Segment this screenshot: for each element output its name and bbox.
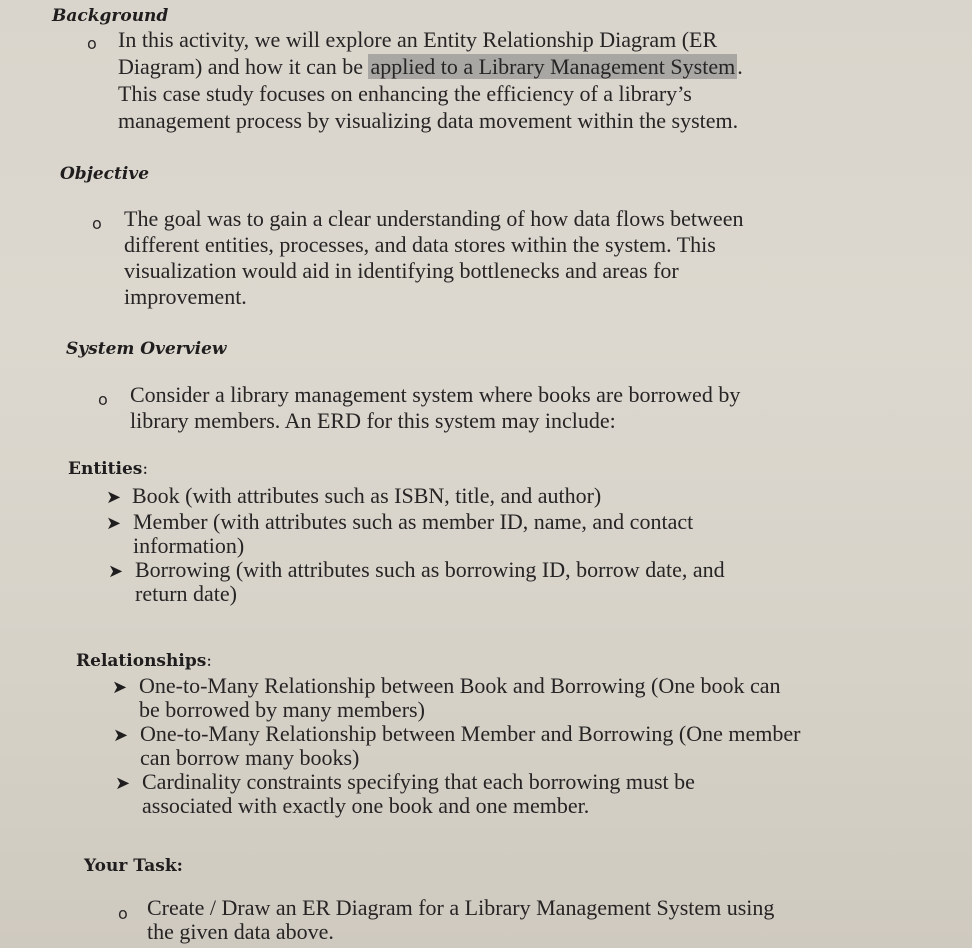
task-line-1: Create / Draw an ER Diagram for a Library Management System using <box>147 895 775 920</box>
background-line-2-end: . <box>737 54 743 79</box>
relationship-line: associated with exactly one book and one member. <box>142 793 590 818</box>
relationships-heading <box>76 651 212 671</box>
entity-line: information) <box>133 533 245 558</box>
arrowhead-bullet-icon: ➤ <box>106 487 122 508</box>
task-line-2: the given data above. <box>147 919 334 944</box>
relationships-heading-text: Relationships <box>76 651 207 671</box>
relationship-item-3 <box>142 770 695 818</box>
overview-line-1: Consider a library management system where books are borrowed by <box>130 382 741 407</box>
entities-heading-text: Entities <box>68 459 143 479</box>
objective-heading: Objective <box>60 164 150 184</box>
arrowhead-bullet-icon: ➤ <box>113 725 129 746</box>
hollow-circle-bullet-icon: o <box>98 390 108 409</box>
entity-item-borrowing <box>135 558 725 606</box>
background-paragraph <box>118 26 743 134</box>
background-heading: Background <box>52 6 169 26</box>
relationship-line: One-to-Many Relationship between Member and Borrowing (One member <box>140 721 801 746</box>
relationship-item-2 <box>140 722 800 770</box>
system-overview-heading: System Overview <box>66 339 227 359</box>
arrowhead-bullet-icon: ➤ <box>115 773 131 794</box>
objective-line-2: different entities, processes, and data stores within the system. This <box>124 232 716 257</box>
arrowhead-bullet-icon: ➤ <box>112 677 128 698</box>
background-line-2 <box>118 53 743 80</box>
highlighted-text: applied to a Library Management System <box>370 54 736 79</box>
objective-line-3: visualization would aid in identifying bottlenecks and areas for <box>124 258 679 283</box>
objective-line-4: improvement. <box>124 284 247 309</box>
relationship-line: be borrowed by many members) <box>139 697 425 722</box>
objective-line-1: The goal was to gain a clear understanding of how data flows between <box>124 206 744 231</box>
relationship-item-1 <box>139 674 781 722</box>
background-line-2-text: Diagram) and how it can be <box>118 54 369 79</box>
entity-line: Member (with attributes such as member ID, name, and contact <box>133 509 694 534</box>
your-task-heading: Your Task: <box>84 856 183 876</box>
entity-line: Book (with attributes such as ISBN, title, and author) <box>132 483 602 508</box>
hollow-circle-bullet-icon: o <box>92 214 102 233</box>
relationship-line: Cardinality constraints specifying that each borrowing must be <box>142 769 695 794</box>
entity-item-member <box>133 510 693 558</box>
arrowhead-bullet-icon: ➤ <box>106 513 122 534</box>
relationship-line: can borrow many books) <box>140 745 360 770</box>
background-line-3: This case study focuses on enhancing the efficiency of a library’s <box>118 81 692 106</box>
arrowhead-bullet-icon: ➤ <box>108 561 124 582</box>
hollow-circle-bullet-icon: o <box>87 34 97 53</box>
overview-paragraph <box>130 382 740 434</box>
relationships-heading-colon: : <box>206 651 213 671</box>
background-line-1: In this activity, we will explore an Entity Relationship Diagram (ER <box>118 27 718 52</box>
entities-heading-colon: : <box>142 459 149 479</box>
objective-paragraph <box>124 206 743 310</box>
relationship-line: One-to-Many Relationship between Book and Borrowing (One book can <box>139 673 781 698</box>
hollow-circle-bullet-icon: o <box>118 904 128 923</box>
entities-heading <box>68 459 148 479</box>
entity-line: Borrowing (with attributes such as borrowing ID, borrow date, and <box>135 557 725 582</box>
task-paragraph <box>147 896 774 944</box>
background-line-4: management process by visualizing data movement within the system. <box>118 108 739 133</box>
entity-line: return date) <box>135 581 237 606</box>
overview-line-2: library members. An ERD for this system may include: <box>130 408 616 433</box>
entity-item-book <box>132 484 601 508</box>
